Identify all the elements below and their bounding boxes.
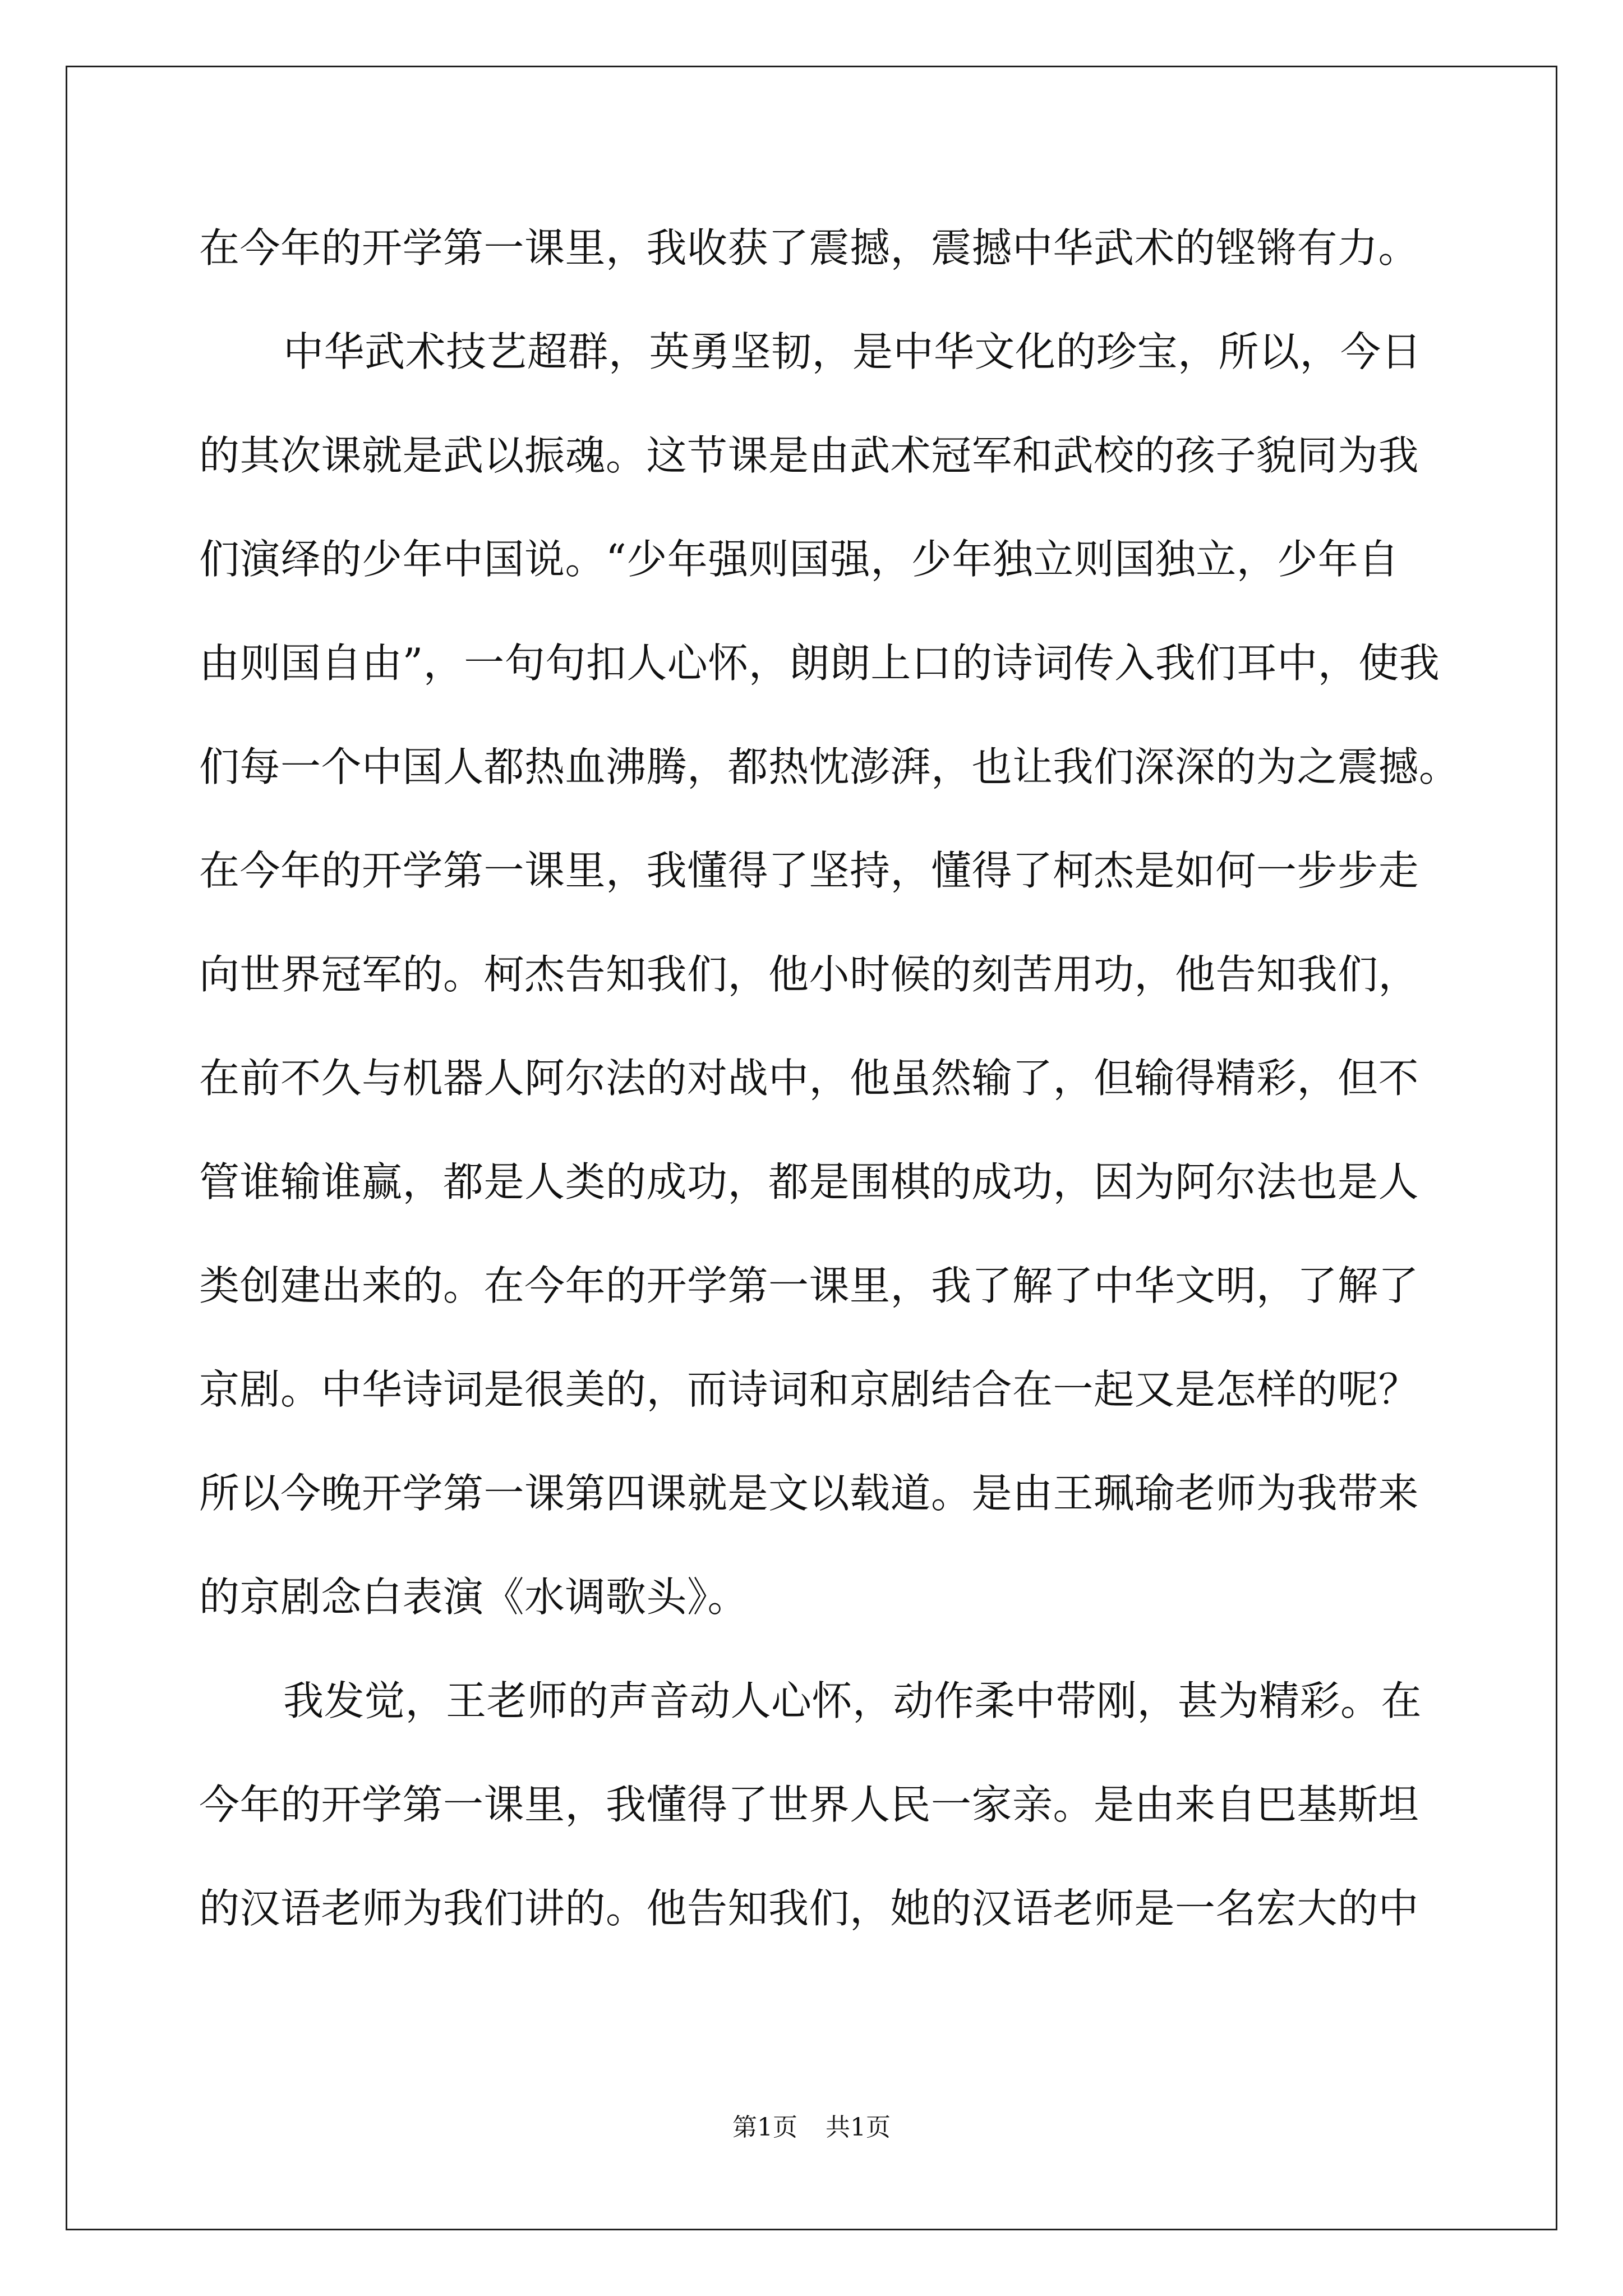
- page-total: 共1页: [826, 2113, 891, 2142]
- document-body: [199, 203, 1460, 1967]
- text-line: 京剧。中华诗词是很美的，而诗词和京剧结合在一起又是怎样的呢？: [199, 1366, 1419, 1413]
- text-line: 在前不久与机器人阿尔法的对战中，他虽然输了，但输得精彩，但不: [199, 1055, 1419, 1102]
- text-line: 中华武术技艺超群，英勇坚韧，是中华文化的珍宝，所以，今日: [283, 328, 1422, 375]
- text-line: 的其次课就是武以振魂。这节课是由武术冠军和武校的孩子貌同为我: [199, 432, 1419, 479]
- text-line: 管谁输谁赢，都是人类的成功，都是围棋的成功，因为阿尔法也是人: [199, 1158, 1419, 1205]
- text-line: 向世界冠军的。柯杰告知我们，他小时候的刻苦用功，他告知我们，: [199, 951, 1419, 998]
- text-line: 在今年的开学第一课里，我收获了震撼，震撼中华武术的铿锵有力。: [199, 224, 1419, 272]
- text-line: 的京剧念白表演《水调歌头》。: [199, 1573, 749, 1621]
- text-line: 类创建出来的。在今年的开学第一课里，我了解了中华文明，了解了: [199, 1262, 1419, 1309]
- text-line: 今年的开学第一课里，我懂得了世界人民一家亲。是由来自巴基斯坦: [199, 1781, 1419, 1828]
- page-footer: [0, 2111, 1623, 2145]
- text-line: 的汉语老师为我们讲的。他告知我们，她的汉语老师是一名宏大的中: [199, 1885, 1419, 1932]
- text-line: 们每一个中国人都热血沸腾，都热忱澎湃，也让我们深深的为之震撼。: [199, 743, 1460, 790]
- text-line: 由则国自由”，一句句扣人心怀，朗朗上口的诗词传入我们耳中，使我: [199, 639, 1440, 687]
- text-line: 我发觉，王老师的声音动人心怀，动作柔中带刚，甚为精彩。在: [283, 1677, 1422, 1724]
- text-line: 们演绎的少年中国说。“少年强则国强，少年独立则国独立，少年自: [199, 536, 1399, 583]
- text-line: 所以今晚开学第一课第四课就是文以载道。是由王珮瑜老师为我带来: [199, 1470, 1419, 1517]
- text-line: 在今年的开学第一课里，我懂得了坚持，懂得了柯杰是如何一步步走: [199, 847, 1419, 894]
- page-number: 第1页: [732, 2113, 797, 2142]
